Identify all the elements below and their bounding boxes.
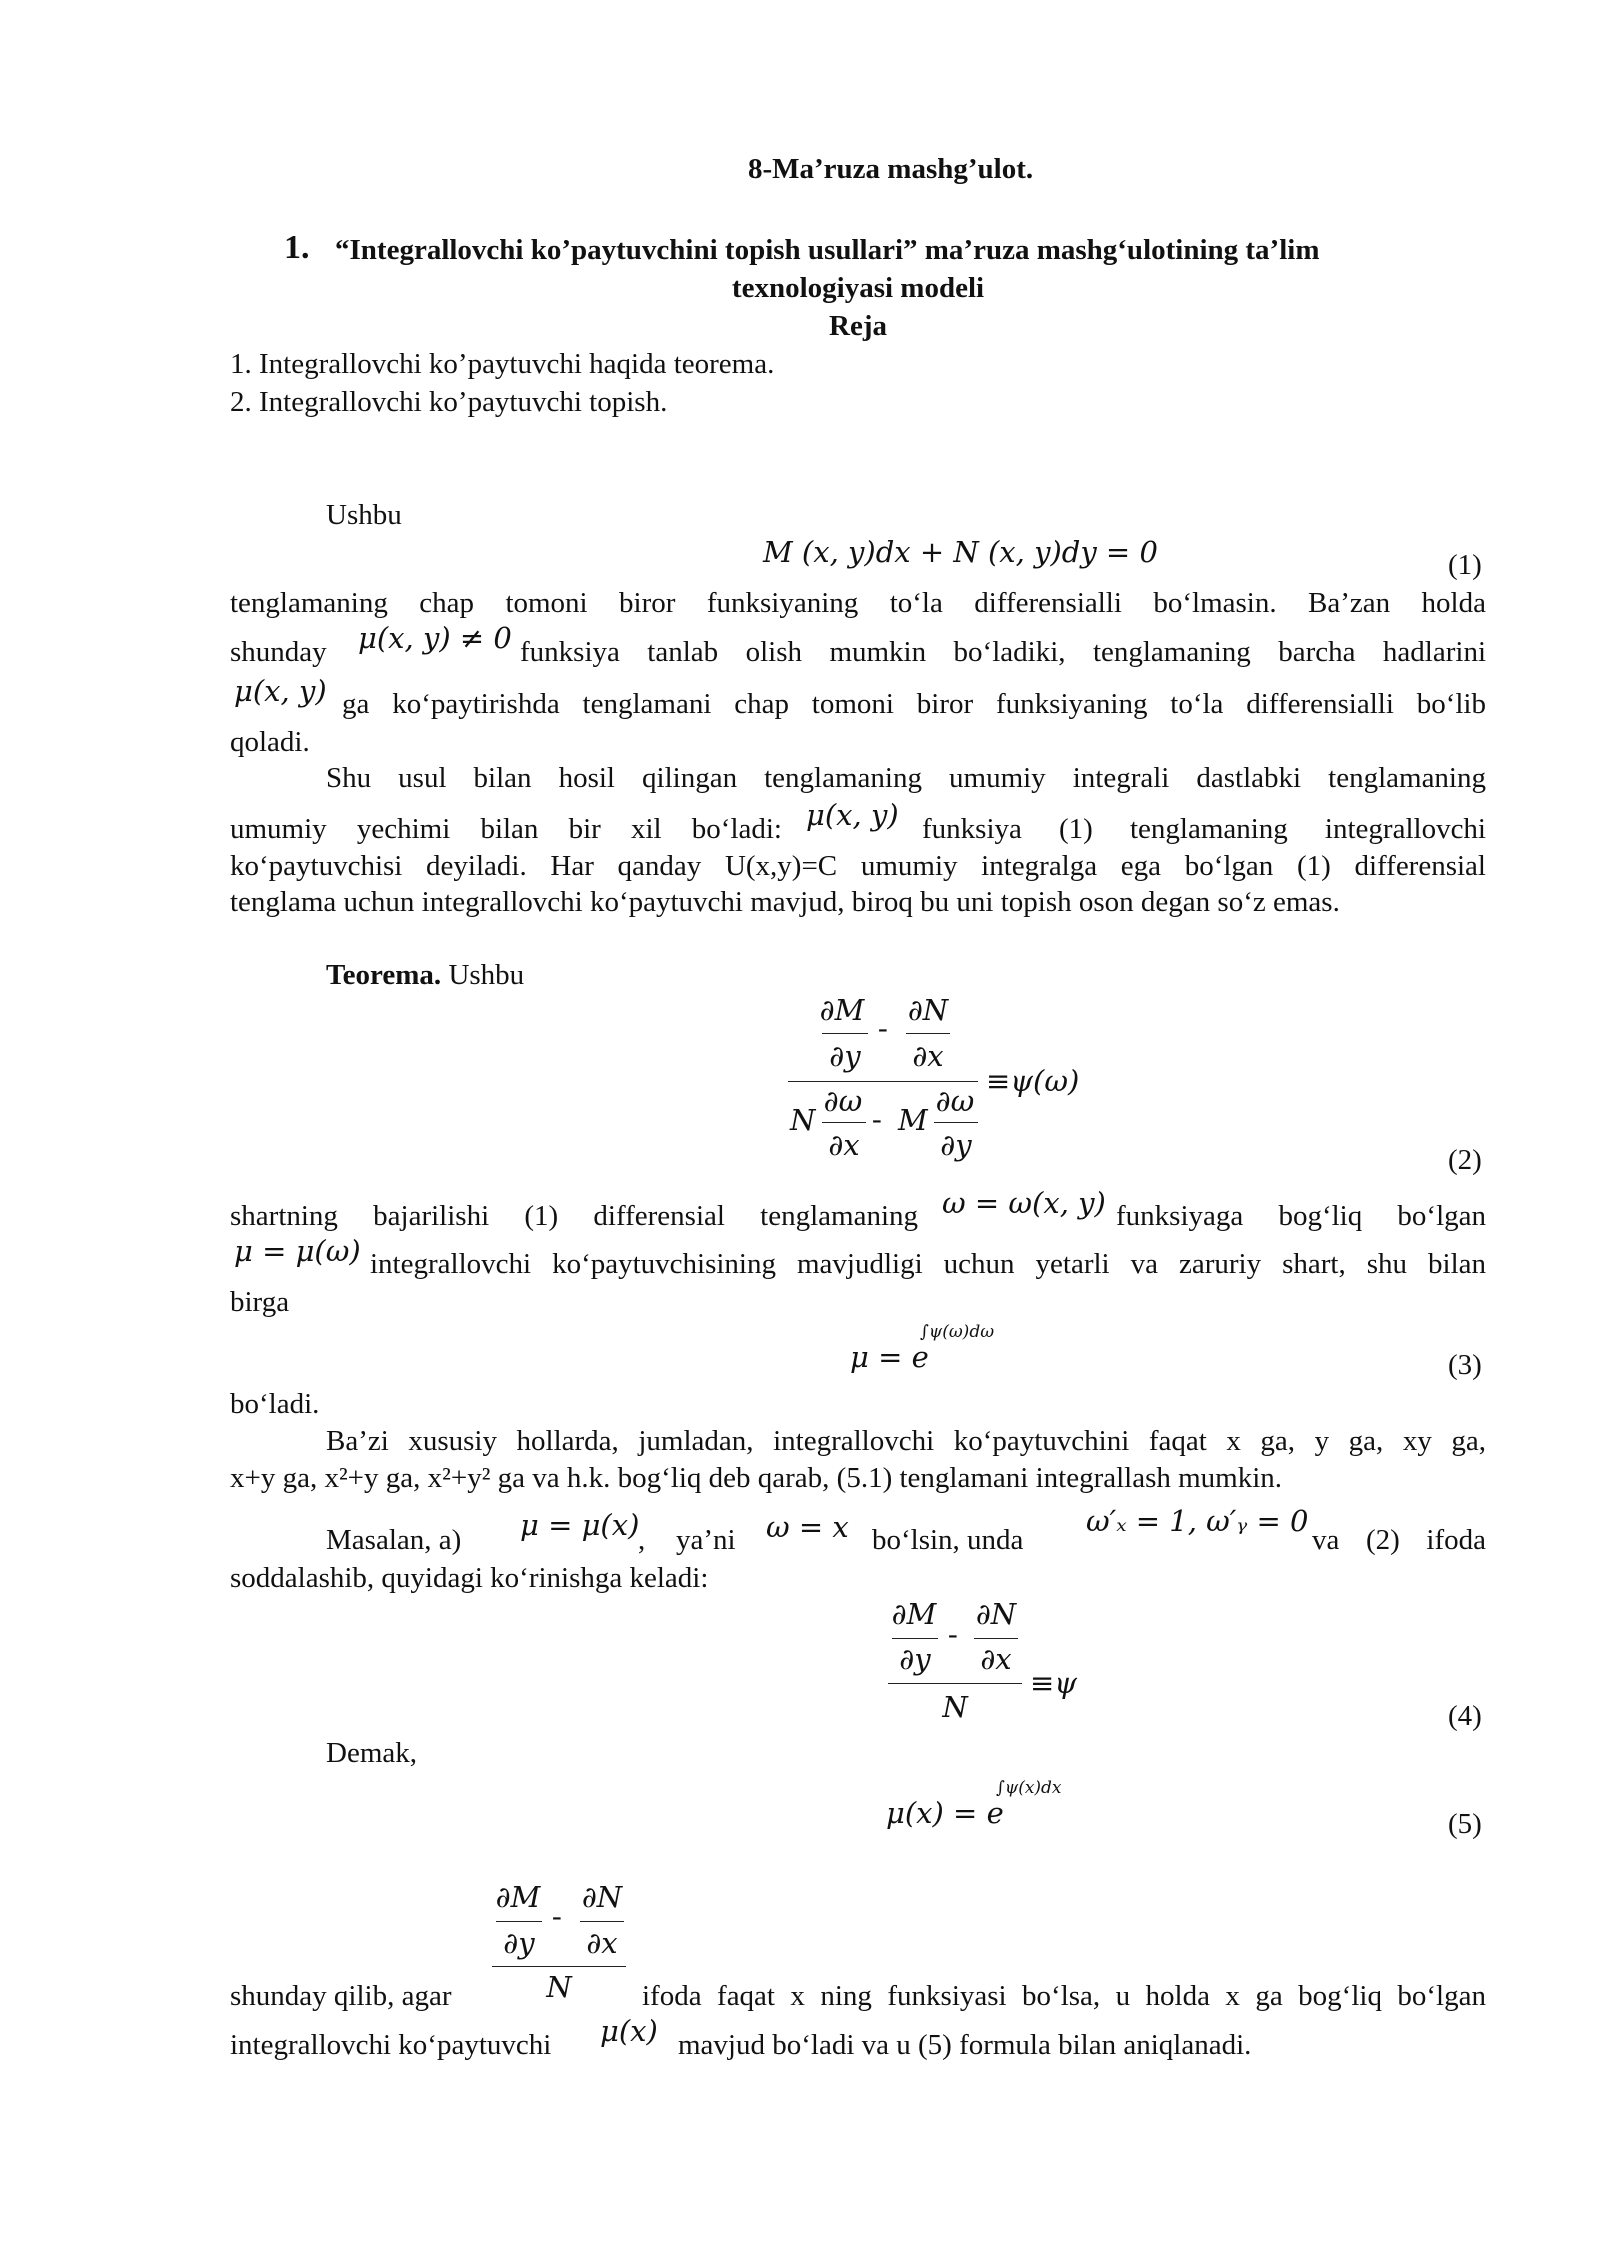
plan-item-2: 2. Integrallovchi ko’paytuvchi topish.	[230, 386, 668, 418]
theorem-line1-start: shartning bajarilishi (1) differensial tenglamaning	[230, 1200, 918, 1232]
equation-5-base: μ(x) = e	[886, 1796, 1004, 1830]
para3-line4: soddalashib, quyidagi ko‘rinishga keladi:	[230, 1562, 709, 1594]
minus-sign: -	[872, 1103, 882, 1135]
plan-item-1: 1. Integrallovchi ko’paytuvchi haqida teorema.	[230, 348, 775, 380]
coef-M: M	[898, 1103, 928, 1137]
omega-definition: ω = ω(x, y)	[942, 1186, 1106, 1220]
para2-line2-end: funksiya (1) tenglamaning integrallovchi	[922, 813, 1486, 845]
denominator-dx: ∂x	[912, 1039, 944, 1073]
mu-xy-2: μ(x, y)	[806, 798, 899, 832]
numerator-dM: ∂M	[495, 1880, 541, 1914]
denominator-dy: ∂y	[829, 1039, 861, 1073]
theorem-line2: integrallovchi ko‘paytuvchisining mavjudligi uchun yetarli va zaruriy shart, shu bilan	[370, 1248, 1486, 1280]
fraction-bar	[496, 1921, 542, 1922]
numerator-dM: ∂M	[819, 993, 865, 1027]
omega-derivatives: ω′ₓ = 1, ω′ᵧ = 0	[1086, 1504, 1309, 1538]
equation-2-number: (2)	[1448, 1144, 1482, 1176]
denominator-dy: ∂y	[940, 1128, 972, 1162]
mu-xy-1: μ(x, y)	[234, 674, 327, 708]
minus-sign: -	[552, 1900, 562, 1932]
para3-bolsin: bo‘lsin, unda	[872, 1524, 1024, 1556]
equation-5-number: (5)	[1448, 1808, 1482, 1840]
theorem-line3: birga	[230, 1286, 290, 1318]
para2-line3: ko‘paytuvchisi deyiladi. Har qanday U(x,y)=C umumiy integralga ega bo‘lgan (1) differensial	[230, 850, 1486, 882]
heading-line1: “Integrallovchi ko’paytuvchini topish usullari” ma’ruza mashg‘ulotining ta’lim	[335, 234, 1320, 266]
denominator-dx: ∂x	[586, 1926, 618, 1960]
mu-omega: μ = μ(ω)	[234, 1234, 361, 1268]
heading-line2: texnologiyasi modeli	[731, 272, 985, 304]
denominator-dx: ∂x	[980, 1642, 1012, 1676]
page-title: 8-Ma’ruza mashg’ulot.	[748, 153, 1034, 185]
equation-3-exponent: ∫ψ(ω)dω	[920, 1322, 995, 1342]
numerator-dN: ∂N	[975, 1597, 1017, 1631]
fraction-bar	[892, 1638, 938, 1639]
minus-sign: -	[878, 1012, 888, 1044]
comma: ,	[638, 1524, 646, 1556]
para1-line3: ga ko‘paytirishda tenglamani chap tomoni biror funksiyaning to‘la differensialli bo‘lib	[342, 688, 1486, 720]
para2-line2-start: umumiy yechimi bilan bir xil bo‘ladi:	[230, 813, 782, 845]
para1-line2-end: funksiya tanlab olish mumkin bo‘ladiki, tenglamaning barcha hadlarini	[520, 636, 1486, 668]
minus-sign: -	[948, 1618, 958, 1650]
para3-line2: x+y ga, x²+y ga, x²+y² ga va h.k. bog‘liq deb qarab, (5.1) tenglamani integrallash mumkin.	[230, 1462, 1283, 1494]
para1-intro: Ushbu	[326, 499, 402, 531]
main-fraction-bar	[492, 1966, 626, 1967]
para1-line1: tenglamaning chap tomoni biror funksiyaning to‘la differensialli bo‘lmasin. Ba’zan holda	[230, 587, 1486, 619]
mu-of-x-2: μ(x)	[600, 2014, 658, 2048]
para2-line4: tenglama uchun integrallovchi ko‘paytuvchi mavjud, biroq bu uni topish oson degan so‘z emas.	[230, 886, 1340, 918]
heading-number: 1.	[284, 229, 310, 266]
para4-line2-start: integrallovchi ko‘paytuvchi	[230, 2029, 552, 2061]
denominator-dy: ∂y	[899, 1642, 931, 1676]
theorem-line1-end: funksiyaga bog‘liq bo‘lgan	[1116, 1200, 1486, 1232]
numerator-dM: ∂M	[891, 1597, 937, 1631]
fraction-bar	[906, 1033, 950, 1034]
fraction-bar	[822, 1122, 866, 1123]
numerator-dN: ∂N	[581, 1880, 623, 1914]
para2-line1: Shu usul bilan hosil qilingan tenglamaning umumiy integrali dastlabki tenglamaning	[326, 762, 1486, 794]
denominator-dx: ∂x	[828, 1128, 860, 1162]
para3-yani: ya’ni	[676, 1524, 736, 1556]
coef-N: N	[790, 1103, 816, 1137]
para4-line1-end: ifoda faqat x ning funksiyasi bo‘lsa, u holda x ga bog‘liq bo‘lgan	[642, 1980, 1486, 2012]
main-fraction-bar	[788, 1081, 978, 1082]
theorem-intro: Ushbu	[448, 959, 525, 991]
para4-line1-start: shunday qilib, agar	[230, 1980, 452, 2012]
equation-4-number: (4)	[1448, 1700, 1482, 1732]
para3-line1: Ba’zi xususiy hollarda, jumladan, integrallovchi ko‘paytuvchini faqat x ga, y ga, xy ga,	[326, 1425, 1486, 1457]
psi-rhs: ≡ψ	[1030, 1666, 1078, 1700]
para1-line4: qoladi.	[230, 726, 310, 758]
fraction-bar	[934, 1122, 978, 1123]
denominator-dy: ∂y	[503, 1926, 535, 1960]
mu-of-x: μ = μ(x)	[520, 1508, 640, 1542]
numerator-dw: ∂ω	[823, 1084, 863, 1118]
equation-1-number: (1)	[1448, 549, 1482, 581]
mu-nonzero: μ(x, y) ≠ 0	[358, 621, 512, 655]
equation-3-number: (3)	[1448, 1349, 1482, 1381]
psi-omega: ≡ψ(ω)	[986, 1064, 1080, 1098]
theorem-line4: bo‘ladi.	[230, 1388, 320, 1420]
main-fraction-bar	[888, 1683, 1022, 1684]
para1-line2-start: shunday	[230, 636, 327, 668]
denominator-N: N	[546, 1970, 572, 2004]
denominator-N: N	[942, 1690, 968, 1724]
numerator-dN: ∂N	[907, 993, 949, 1027]
numerator-dw: ∂ω	[935, 1084, 975, 1118]
omega-equals-x: ω = x	[766, 1510, 849, 1544]
para4-line2-end: mavjud bo‘ladi va u (5) formula bilan aniqlanadi.	[678, 2029, 1252, 2061]
fraction-bar	[580, 1921, 624, 1922]
plan-title: Reja	[829, 310, 887, 342]
demak: Demak,	[326, 1737, 417, 1769]
equation-3-base: μ = e	[850, 1340, 929, 1374]
equation-1: M (x, y)dx + N (x, y)dy = 0	[763, 535, 1158, 569]
fraction-bar	[974, 1638, 1018, 1639]
theorem-label: Teorema.	[326, 959, 442, 991]
para3-masalan: Masalan, a)	[326, 1524, 462, 1556]
equation-5-exponent: ∫ψ(x)dx	[996, 1778, 1062, 1798]
fraction-bar	[822, 1033, 868, 1034]
para3-line3-end: va (2) ifoda	[1312, 1524, 1486, 1556]
